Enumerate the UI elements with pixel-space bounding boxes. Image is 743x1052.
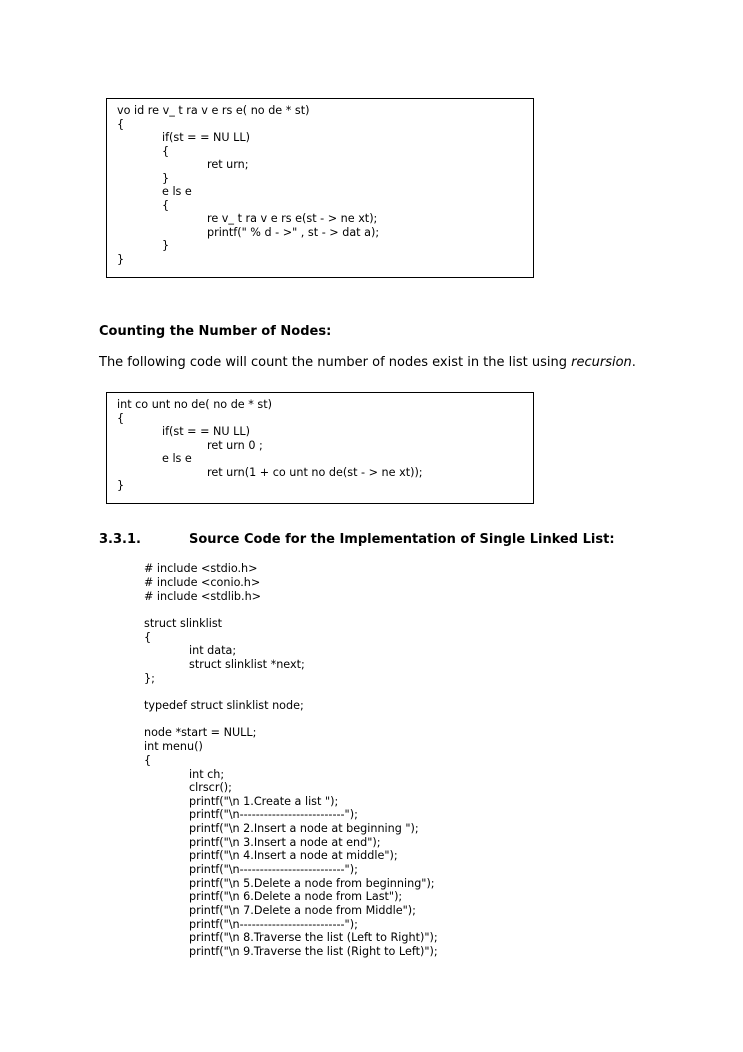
code-line: { xyxy=(144,754,152,767)
intro-text: The following code will count the number of nodes exist in the list using xyxy=(99,355,572,370)
section-number: 3.3.1. xyxy=(99,532,141,547)
code-line: # include <conio.h> xyxy=(144,576,261,589)
code-line: printf("\n 6.Delete a node from Last"); xyxy=(189,890,403,903)
code-line: int data; xyxy=(189,644,237,657)
section-title: Source Code for the Implementation of Single Linked List: xyxy=(189,532,615,547)
code-line: } xyxy=(162,239,170,252)
code-line: if(st = = NU LL) xyxy=(162,131,250,144)
code-line: ret urn 0 ; xyxy=(207,439,263,452)
code-line: printf("\n 9.Traverse the list (Right to Left)"); xyxy=(189,945,438,958)
code-line: e ls e xyxy=(162,185,192,198)
code-line: typedef struct slinklist node; xyxy=(144,699,304,712)
code-line: node *start = NULL; xyxy=(144,726,257,739)
code-line: ret urn(1 + co unt no de(st - > ne xt)); xyxy=(207,466,423,479)
code-line: } xyxy=(162,172,170,185)
code-line: if(st = = NU LL) xyxy=(162,425,250,438)
code-line: re v_ t ra v e rs e(st - > ne xt); xyxy=(207,212,378,225)
code-line: ret urn; xyxy=(207,158,249,171)
code-line: printf(" % d - >" , st - > dat a); xyxy=(207,226,380,239)
code-line: } xyxy=(117,253,125,266)
code-line: printf("\n 1.Create a list "); xyxy=(189,795,339,808)
code-line: { xyxy=(117,412,125,425)
code-line: clrscr(); xyxy=(189,781,232,794)
code-line: # include <stdlib.h> xyxy=(144,590,262,603)
code-line: int menu() xyxy=(144,740,203,753)
code-line: { xyxy=(144,631,152,644)
counting-heading: Counting the Number of Nodes: xyxy=(99,324,332,339)
code-line: printf("\n 3.Insert a node at end"); xyxy=(189,836,381,849)
code-line: struct slinklist *next; xyxy=(189,658,305,671)
code-line: vo id re v_ t ra v e rs e( no de * st) xyxy=(117,104,310,117)
code-line: printf("\n 7.Delete a node from Middle"); xyxy=(189,904,416,917)
code-line: struct slinklist xyxy=(144,617,223,630)
code-line: printf("\n 4.Insert a node at middle"); xyxy=(189,849,398,862)
code-line: printf("\n 5.Delete a node from beginning"); xyxy=(189,877,435,890)
counting-intro xyxy=(99,355,636,370)
code-line: } xyxy=(117,479,125,492)
code-line: { xyxy=(162,145,170,158)
code-line: int ch; xyxy=(189,768,225,781)
code-line: int co unt no de( no de * st) xyxy=(117,398,272,411)
code-line: { xyxy=(162,199,170,212)
code-line: { xyxy=(117,118,125,131)
intro-emphasis: recursion xyxy=(571,355,632,370)
code-line: printf("\n--------------------------"); xyxy=(189,918,358,931)
code-line: # include <stdio.h> xyxy=(144,562,258,575)
code-line: printf("\n 2.Insert a node at beginning "); xyxy=(189,822,419,835)
code-line: e ls e xyxy=(162,452,192,465)
code-line: printf("\n 8.Traverse the list (Left to Right)"); xyxy=(189,931,438,944)
intro-end: . xyxy=(631,355,636,370)
code-line: }; xyxy=(144,672,155,685)
code-line: printf("\n--------------------------"); xyxy=(189,863,358,876)
code-line: printf("\n--------------------------"); xyxy=(189,808,358,821)
